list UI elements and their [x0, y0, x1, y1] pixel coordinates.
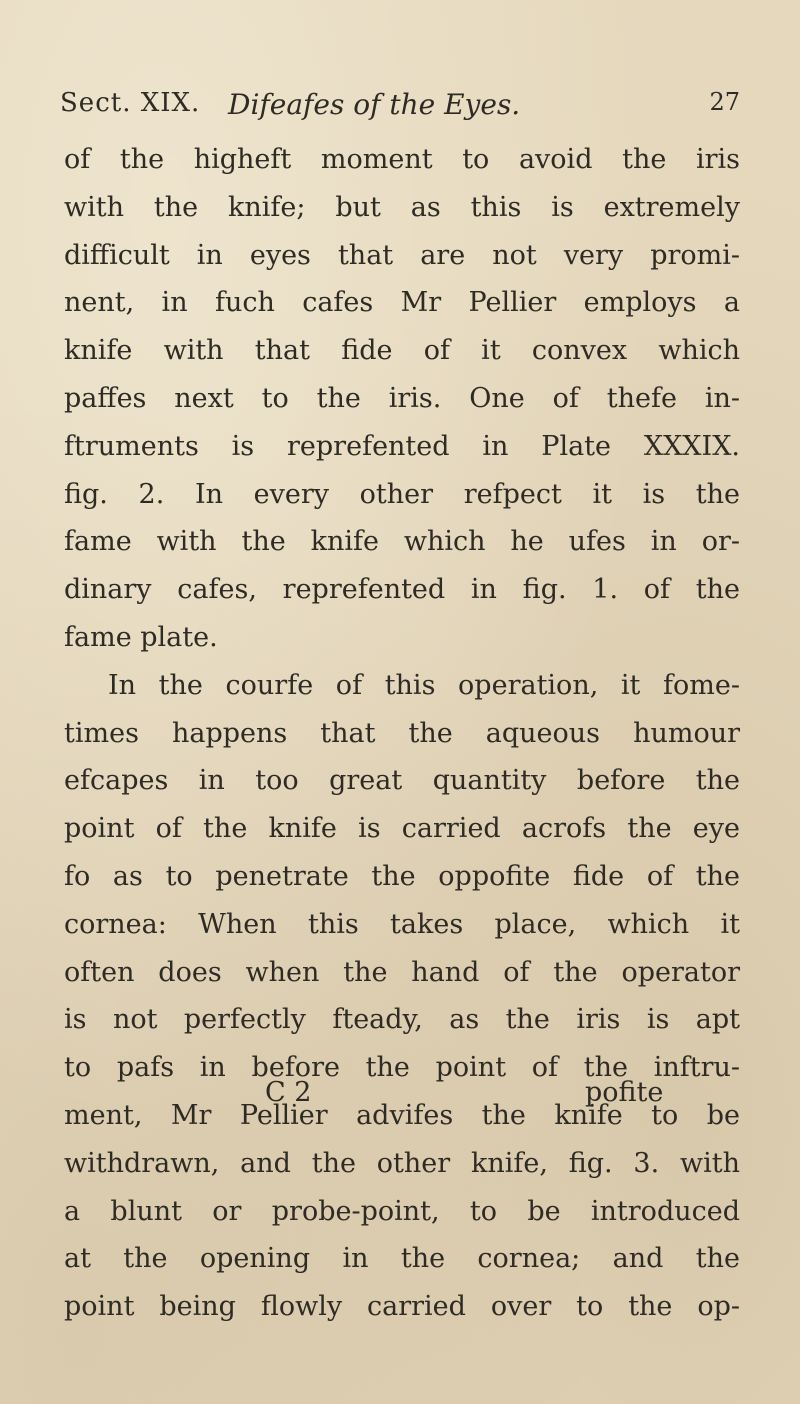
text-line: to pafs in before the point of the inftru- [64, 1052, 740, 1084]
text-line: difficult in eyes that are not very promi- [64, 239, 740, 271]
text-line: is not perfectly fteady, as the iris is apt [64, 1004, 740, 1036]
text-line: withdrawn, and the other knife, fig. 3. with [64, 1147, 740, 1179]
signature-mark: C 2 [265, 1077, 312, 1108]
text-line: nent, in fuch cafes Mr Pellier employs a [64, 287, 740, 319]
paragraph-end-line: fame plate. [64, 621, 218, 653]
text-line: ment, Mr Pellier advifes the knife to be [64, 1099, 740, 1131]
page-number: 27 [709, 88, 740, 116]
section-label: Sect. XIX. [60, 88, 201, 118]
body-text [64, 136, 740, 1331]
text-line: fo as to penetrate the oppofite fide of the [64, 860, 740, 892]
paragraph-start-line: In the courfe of this operation, it fome- [108, 669, 740, 701]
text-line: a blunt or probe-point, to be introduced [64, 1195, 740, 1227]
text-line: of the higheft moment to avoid the iris [64, 144, 740, 175]
catchword: pofite [585, 1077, 664, 1108]
text-line: efcapes in too great quantity before the [64, 765, 740, 797]
page-header [60, 88, 740, 128]
text-line: at the opening in the cornea; and the [64, 1243, 740, 1275]
text-line: times happens that the aqueous humour [64, 717, 740, 749]
running-title: Difeafes of the Eyes. [228, 88, 521, 121]
page-footer [60, 1077, 740, 1121]
text-line: often does when the hand of the operator [64, 956, 740, 988]
text-line: ftruments is reprefented in Plate XXXIX. [64, 430, 740, 462]
text-line: cornea: When this takes place, which it [64, 908, 740, 940]
text-line: fig. 2. In every other refpect it is the [64, 478, 740, 510]
text-line: dinary cafes, reprefented in fig. 1. of the [64, 574, 740, 606]
text-line: paffes next to the iris. One of thefe in- [64, 382, 740, 414]
text-line: point of the knife is carried acrofs the eye [64, 813, 740, 845]
text-line: fame with the knife which he ufes in or- [64, 526, 740, 558]
text-line: with the knife; but as this is extremely [64, 191, 740, 223]
text-line: knife with that fide of it convex which [64, 335, 740, 367]
text-line: point being flowly carried over to the op- [64, 1291, 740, 1323]
